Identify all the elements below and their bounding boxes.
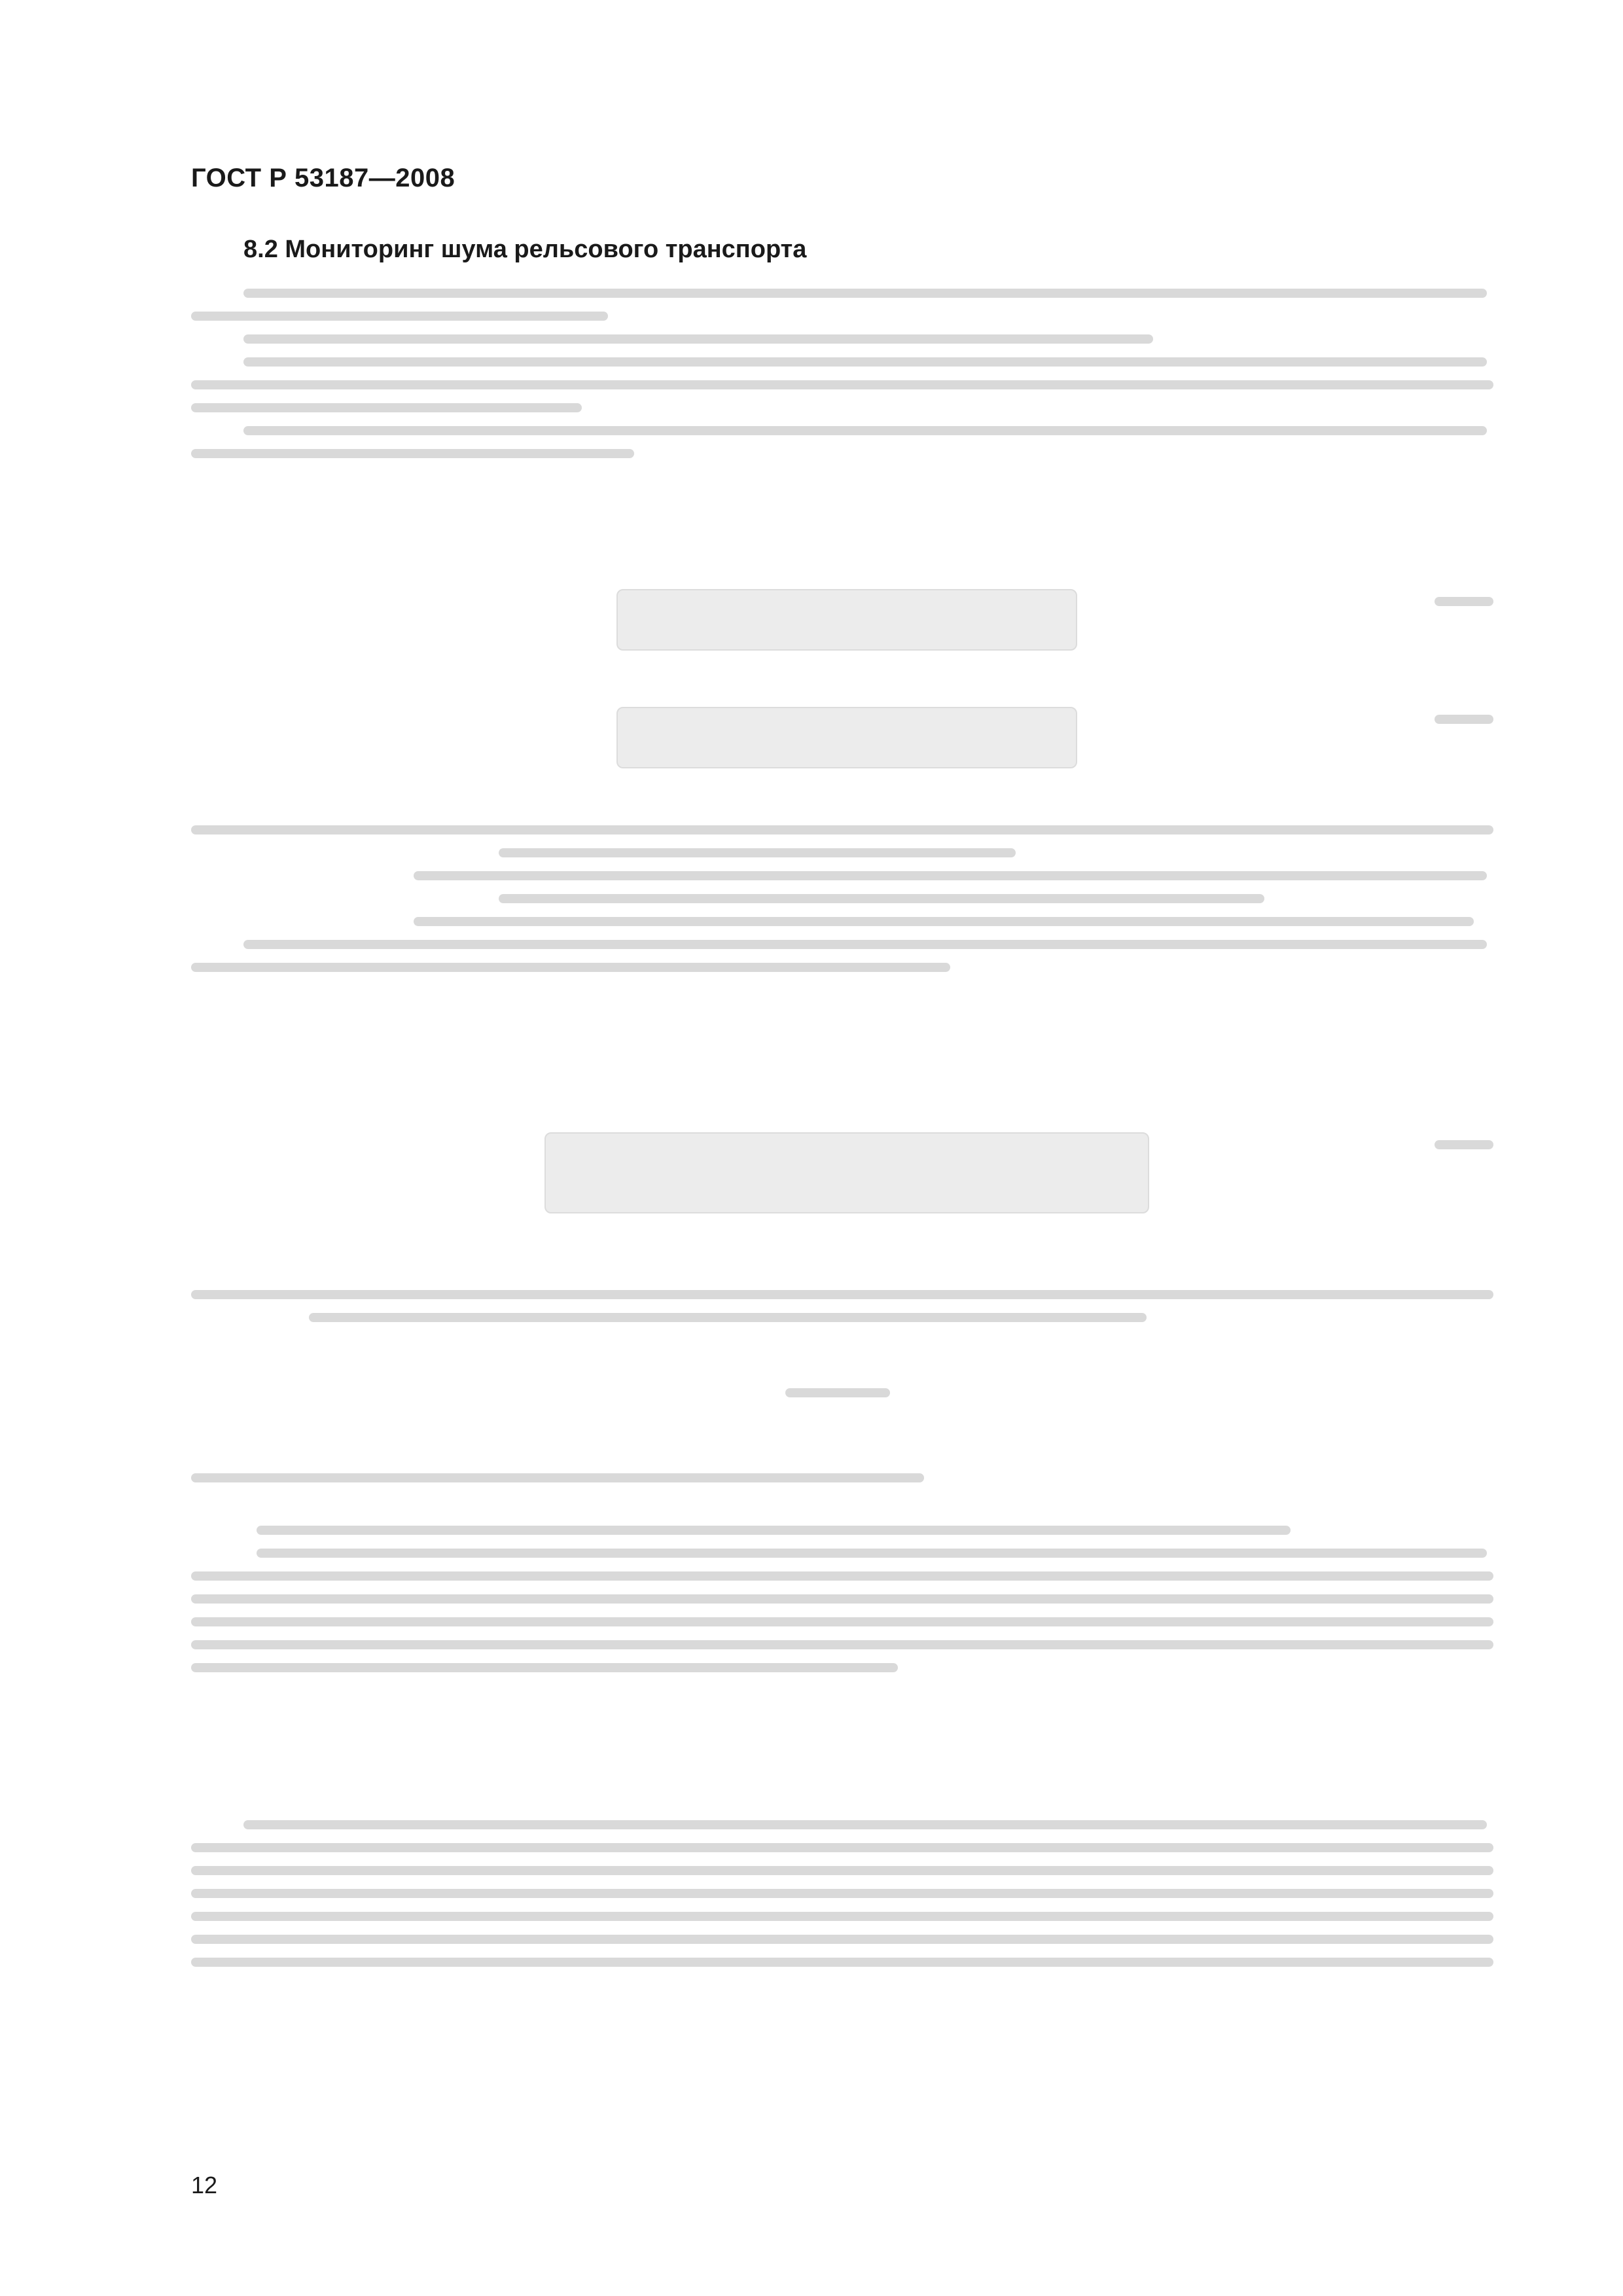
text-line (191, 1594, 1493, 1604)
text-line (191, 1617, 1493, 1626)
text-line (191, 380, 1493, 389)
equation-number (1435, 715, 1493, 724)
text-line (191, 1290, 1493, 1299)
text-line (191, 1843, 1493, 1852)
text-line (191, 312, 608, 321)
text-line (257, 1549, 1487, 1558)
text-line (191, 1663, 898, 1672)
text-line (191, 449, 634, 458)
text-line (191, 963, 950, 972)
text-line (243, 940, 1487, 949)
text-line (191, 825, 1493, 834)
text-line (243, 357, 1487, 367)
text-line (191, 1866, 1493, 1875)
page-number: 12 (191, 2172, 218, 2198)
text-line (191, 1935, 1493, 1944)
formula-placeholder (616, 589, 1077, 651)
text-line (243, 1820, 1487, 1829)
text-line (191, 1571, 1493, 1581)
paragraph-block-1 (191, 275, 1493, 472)
text-line (191, 1889, 1493, 1898)
formula-placeholder (616, 707, 1077, 768)
equation-number (1435, 1140, 1493, 1149)
text-line (309, 1313, 1147, 1322)
formula-placeholder (544, 1132, 1149, 1213)
formula-block (191, 1106, 1493, 1237)
text-line (499, 848, 1016, 857)
text-line (499, 894, 1264, 903)
text-line (191, 1958, 1493, 1967)
text-line (191, 1912, 1493, 1921)
section-title: 8.2 Мониторинг шума рельсового транспорта (243, 236, 807, 263)
equation-number (1435, 597, 1493, 606)
text-line (257, 1526, 1291, 1535)
text-line (243, 426, 1487, 435)
paragraph-block-5 (191, 1512, 1493, 1686)
text-line (243, 289, 1487, 298)
text-line (414, 871, 1487, 880)
paragraph-block-3 (191, 1276, 1493, 1336)
text-line (191, 1473, 924, 1482)
text-line (191, 403, 582, 412)
text-line (785, 1388, 890, 1397)
formula-block (191, 681, 1493, 792)
paragraph-block-6 (191, 1806, 1493, 1981)
text-line (191, 1640, 1493, 1649)
text-line (414, 917, 1474, 926)
document-header: ГОСТ Р 53187—2008 (191, 164, 455, 192)
paragraph-block-2 (191, 812, 1493, 986)
paragraph-block-4 (191, 1460, 1493, 1496)
formula-block (191, 563, 1493, 674)
text-line (243, 334, 1153, 344)
formula-inline (785, 1374, 916, 1411)
